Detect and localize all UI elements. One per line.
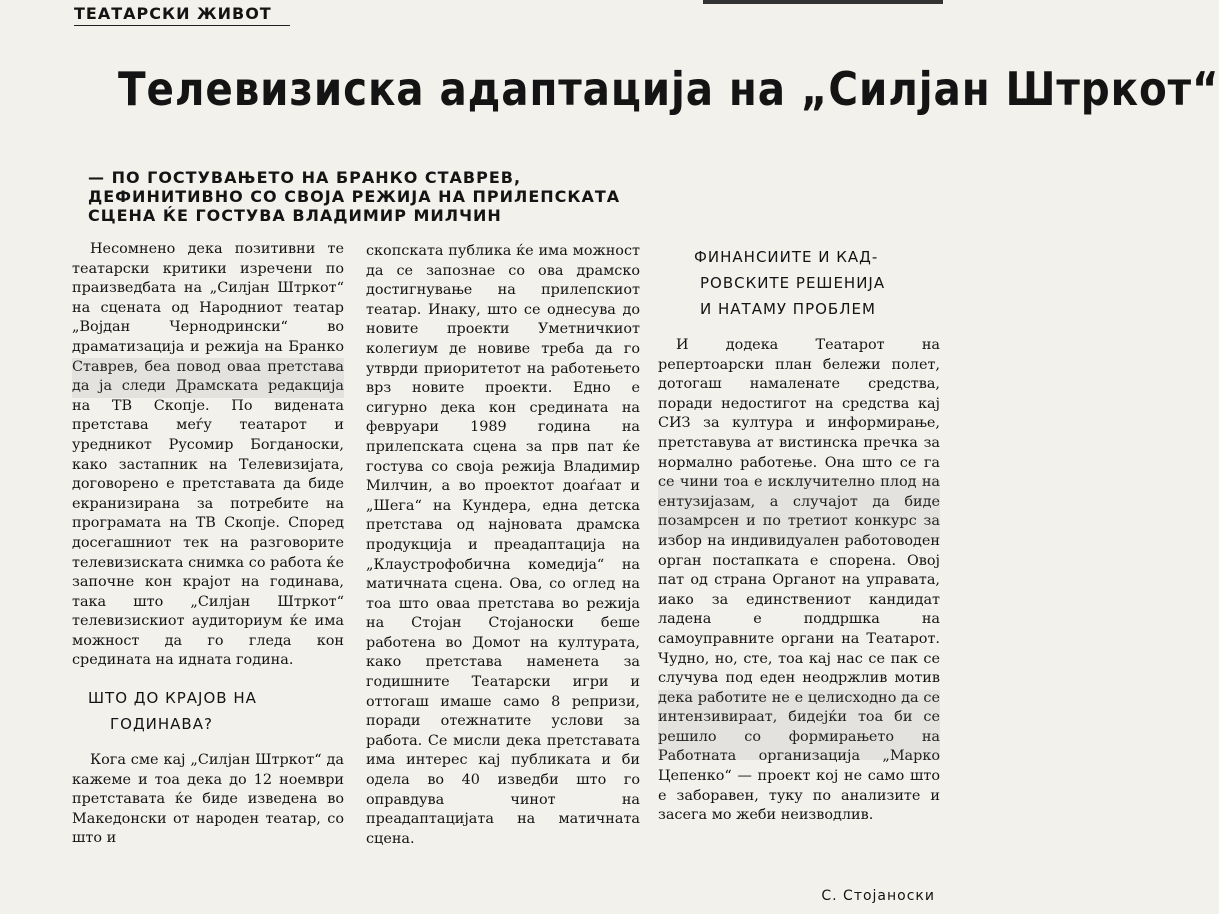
column-2-paragraph-1: скопската публика ќе има можност да се запознае со ова драмско достигнување на прилепскиот театар. Инаку, што се однесува до новите проекти Уметничкиот колегиум де новиве треба да го утврди приоритетот на работењето врз новите проекти. Едно е сигурно дека кон средината на февруари 1989 година на прилепската сцена за прв пат ќе гостува со своја режија Владимир Милчин, а во проектот доаѓаат и „Шега“ на Кундера, една детска претстава од најновата драмска продукција и преадаптација на „Клаустрофобична комедија“ на матичната сцена. Ова, со оглед на тоа што оваа претстава во режија на Стојан Стојаноски беше работена во Домот на културата, како претстава наменета за годишните Театарски игри и оттогаш имаше само 8 репризи, поради отежнатите услови за работа. Се мисли дека претставата има интерес кај публиката и би одела во 40 изведби што го оправдува чинот на преадаптацијата на матичната сцена. [366, 243, 640, 847]
column-1-subhead-line-2: ГОДИНАВА? [110, 715, 213, 734]
column-3-subhead-line-3: И НАТАМУ ПРОБЛЕМ [700, 300, 876, 318]
column-3-paragraph-1: И додека Театарот на репертоарски план бележи полет, дотогаш намаленате средства, поради недостигот на средства кај СИЗ за култура и информирање, претставува ат вистинска пречка за нормално работење. Она што се га се чини тоа е исклучително плод на ентузијазам, а случајот да биде позамрсен и по третиот конкурс за избор на индивидуален работоводен орган постапката е спорена. Овој пат од страна Органот на управата, иако за единствениот кандидат ладена е поддршка на самоуправните органи на Театарот. Чудно, но, сте, тоа кај нас се пак се случува под еден неодржлив мотив дека работите не е целисходно да се интензивираат, бидејќи тоа би се решило со формирањето на Работната организација „Марко Цепенко“ — проект кој не само што е заборавен, туку по анализите и засега мо жеби неизводлив. [658, 337, 940, 824]
top-rule [703, 0, 943, 4]
column-3-subhead-line-1: ФИНАНСИИТЕ И КАД- [694, 248, 879, 266]
column-2 [366, 242, 640, 849]
column-3-subhead-line-2: РОВСКИТЕ РЕШЕНИЈА [700, 274, 886, 292]
headline: Телевизиска адаптација на „Силјан Штркот“ [118, 62, 1219, 116]
byline: С. Стојаноски [821, 888, 935, 904]
column-3-subhead [694, 244, 940, 322]
column-1-subhead-line-1: ШТО ДО КРАЈОВ НА [88, 689, 257, 708]
column-1-paragraph-2: Кога сме кај „Силјан Штркот“ да кажеме и тоа дека до 12 ноември претставата ќе биде изведена во Македонски от народен театар, со што и [72, 752, 344, 847]
column-3 [658, 244, 940, 826]
subheadline: — ПО ГОСТУВАЊЕТО НА БРАНКО СТАВРЕВ, ДЕФИНИТИВНО СО СВОЈА РЕЖИЈА НА ПРИЛЕПСКАТА СЦЕНА ЌЕ ГОСТУВА ВЛАДИМИР МИЛЧИН [88, 168, 621, 225]
column-1-paragraph-1: Несомнено дека позитивни те театарски критики изречени по праизведбата на „Силјан Штркот“ на сцената од Народниот театар „Војдан Чернодрински“ во драматизација и режија на Бранко Ставрев, беа повод оваа претстава да ја следи Драмската редакција на ТВ Скопје. По видената претстава меѓу театарот и уредникот Русомир Богданоски, како застапник на Телевизијата, договорено е претставата да биде екранизирана за потребите на програмата на ТВ Скопје. Според досегашниот тек на разговорите телевизиската снимка со работа ќе започне кон крајот на годинава, така што „Силјан Штркот“ телевизискиот аудиториум ќе има можност да го гледа кон средината на идната година. [72, 241, 344, 669]
section-label: ТЕАТАРСКИ ЖИВОТ [74, 4, 290, 26]
column-1-subhead [88, 685, 344, 737]
column-1 [72, 240, 344, 849]
